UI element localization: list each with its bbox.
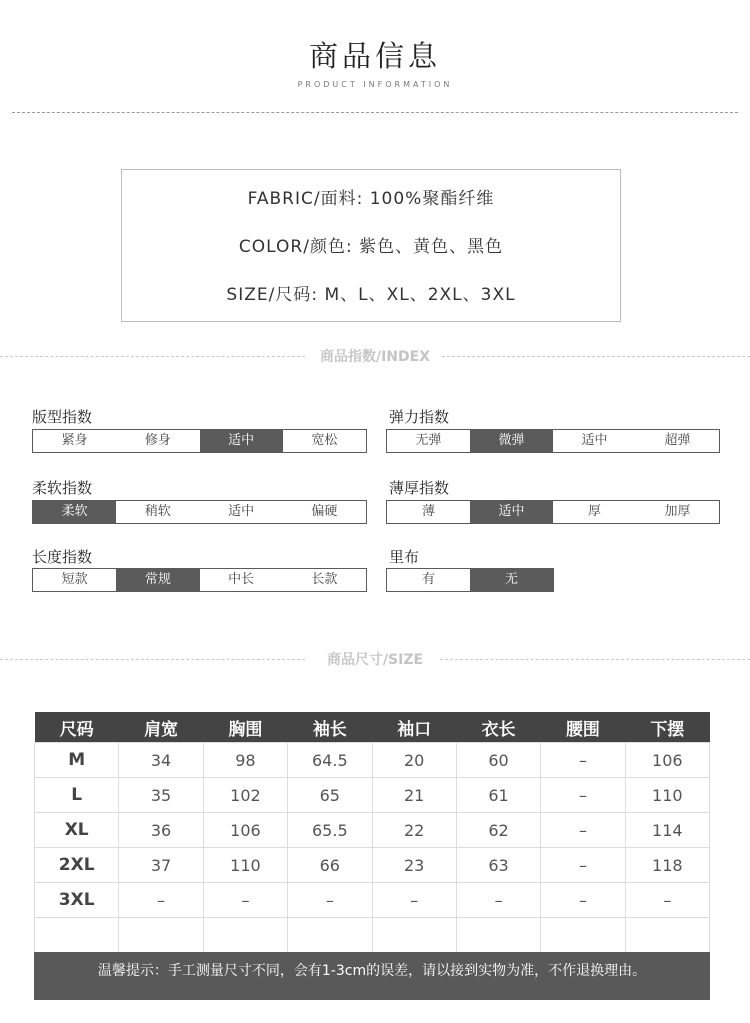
page-title: 商品信息 bbox=[308, 39, 441, 73]
size-header-cell: 衣长 bbox=[456, 712, 540, 743]
measurement-cell: – bbox=[541, 778, 625, 813]
index-option: 加厚 bbox=[664, 504, 691, 519]
index-option: 稍软 bbox=[144, 504, 171, 519]
measurement-cell: 65.5 bbox=[288, 813, 372, 848]
size-cell bbox=[35, 918, 119, 953]
index-option-selected: 常规 bbox=[116, 569, 199, 591]
measurement-cell: 37 bbox=[119, 848, 203, 883]
measurement-cell bbox=[456, 918, 540, 953]
size-header-cell: 袖口 bbox=[372, 712, 456, 743]
index-option-selected: 柔软 bbox=[33, 501, 116, 523]
size-cell: M bbox=[35, 743, 119, 778]
index-option: 无弹 bbox=[415, 433, 442, 448]
index-option: 长款 bbox=[311, 572, 338, 587]
size-section-divider bbox=[0, 649, 750, 669]
index-option: 适中 bbox=[581, 433, 608, 448]
measurement-note: 温馨提示：手工测量尺寸不同，会有1-3cm的误差，请以接到实物为准，不作退换理由。 bbox=[34, 952, 710, 1000]
index-section-title: 商品指数/INDEX bbox=[319, 349, 431, 365]
measurement-cell: 23 bbox=[372, 848, 456, 883]
index-option-selected: 适中 bbox=[470, 501, 553, 523]
size-table-header bbox=[35, 712, 710, 743]
measurement-cell: 63 bbox=[456, 848, 540, 883]
index-option: 紧身 bbox=[61, 433, 88, 448]
size-info: SIZE/尺码: M、L、XL、2XL、3XL bbox=[226, 285, 516, 305]
size-cell: 3XL bbox=[35, 883, 119, 918]
measurement-cell bbox=[372, 918, 456, 953]
table-row bbox=[35, 918, 710, 953]
index-option: 薄 bbox=[421, 504, 435, 519]
index-option: 偏硬 bbox=[311, 504, 338, 519]
size-cell: L bbox=[35, 778, 119, 813]
index-option: 超弹 bbox=[664, 433, 691, 448]
table-row bbox=[35, 778, 710, 813]
measurement-cell: 118 bbox=[625, 848, 709, 883]
index-label: 长度指数 bbox=[32, 548, 93, 566]
index-bar bbox=[386, 568, 554, 592]
index-bar bbox=[32, 429, 367, 453]
measurement-cell: 34 bbox=[119, 743, 203, 778]
measurement-cell bbox=[625, 918, 709, 953]
size-section-title: 商品尺寸/SIZE bbox=[326, 652, 424, 668]
size-header-cell: 腰围 bbox=[541, 712, 625, 743]
measurement-cell: – bbox=[541, 848, 625, 883]
index-option: 修身 bbox=[144, 433, 171, 448]
index-bar bbox=[386, 429, 720, 453]
index-bar bbox=[386, 500, 720, 524]
index-bar bbox=[32, 568, 367, 592]
measurement-cell: 98 bbox=[203, 743, 287, 778]
measurement-cell: – bbox=[372, 883, 456, 918]
index-label: 弹力指数 bbox=[389, 408, 450, 426]
size-header-cell: 胸围 bbox=[203, 712, 287, 743]
measurement-cell: 114 bbox=[625, 813, 709, 848]
fabric-info: FABRIC/面料: 100%聚酯纤维 bbox=[247, 189, 495, 209]
index-option-selected: 适中 bbox=[200, 430, 283, 452]
index-option: 厚 bbox=[587, 504, 601, 519]
measurement-cell: 102 bbox=[203, 778, 287, 813]
measurement-cell: 65 bbox=[288, 778, 372, 813]
measurement-cell: 66 bbox=[288, 848, 372, 883]
measurement-cell: 61 bbox=[456, 778, 540, 813]
index-label: 柔软指数 bbox=[32, 479, 93, 497]
index-label: 薄厚指数 bbox=[389, 479, 450, 497]
size-table bbox=[34, 712, 710, 953]
measurement-cell: 106 bbox=[203, 813, 287, 848]
measurement-cell: – bbox=[203, 883, 287, 918]
measurement-cell bbox=[288, 918, 372, 953]
index-option: 短款 bbox=[61, 572, 88, 587]
size-cell: XL bbox=[35, 813, 119, 848]
measurement-cell: – bbox=[541, 883, 625, 918]
measurement-cell: – bbox=[541, 813, 625, 848]
index-label: 版型指数 bbox=[32, 408, 93, 426]
index-section-divider bbox=[0, 346, 750, 366]
measurement-cell: 35 bbox=[119, 778, 203, 813]
index-option: 中长 bbox=[228, 572, 255, 587]
index-option: 有 bbox=[421, 572, 435, 587]
measurement-cell: – bbox=[625, 883, 709, 918]
index-label: 里布 bbox=[389, 548, 420, 566]
index-bar bbox=[32, 500, 367, 524]
measurement-cell: 36 bbox=[119, 813, 203, 848]
size-header-cell: 下摆 bbox=[625, 712, 709, 743]
size-cell: 2XL bbox=[35, 848, 119, 883]
measurement-cell: 106 bbox=[625, 743, 709, 778]
size-header-cell: 尺码 bbox=[35, 712, 119, 743]
measurement-cell: 64.5 bbox=[288, 743, 372, 778]
divider bbox=[12, 112, 738, 113]
measurement-cell: – bbox=[119, 883, 203, 918]
measurement-cell: 110 bbox=[625, 778, 709, 813]
measurement-cell: 62 bbox=[456, 813, 540, 848]
table-row bbox=[35, 813, 710, 848]
page-subtitle: PRODUCT INFORMATION bbox=[297, 80, 453, 89]
measurement-cell: 60 bbox=[456, 743, 540, 778]
measurement-cell: – bbox=[288, 883, 372, 918]
measurement-cell: – bbox=[456, 883, 540, 918]
index-option: 适中 bbox=[228, 504, 255, 519]
product-info-box bbox=[121, 169, 621, 322]
measurement-cell: – bbox=[541, 743, 625, 778]
color-info: COLOR/颜色: 紫色、黄色、黑色 bbox=[238, 237, 504, 257]
table-row bbox=[35, 848, 710, 883]
measurement-cell bbox=[119, 918, 203, 953]
measurement-cell: 110 bbox=[203, 848, 287, 883]
index-option: 宽松 bbox=[311, 433, 338, 448]
measurement-cell: 21 bbox=[372, 778, 456, 813]
table-row bbox=[35, 883, 710, 918]
measurement-cell: 22 bbox=[372, 813, 456, 848]
index-option-selected: 微弹 bbox=[470, 430, 553, 452]
measurement-cell bbox=[203, 918, 287, 953]
measurement-cell bbox=[541, 918, 625, 953]
measurement-cell: 20 bbox=[372, 743, 456, 778]
size-header-cell: 肩宽 bbox=[119, 712, 203, 743]
index-option-selected: 无 bbox=[470, 569, 553, 591]
size-header-cell: 袖长 bbox=[288, 712, 372, 743]
table-row bbox=[35, 743, 710, 778]
